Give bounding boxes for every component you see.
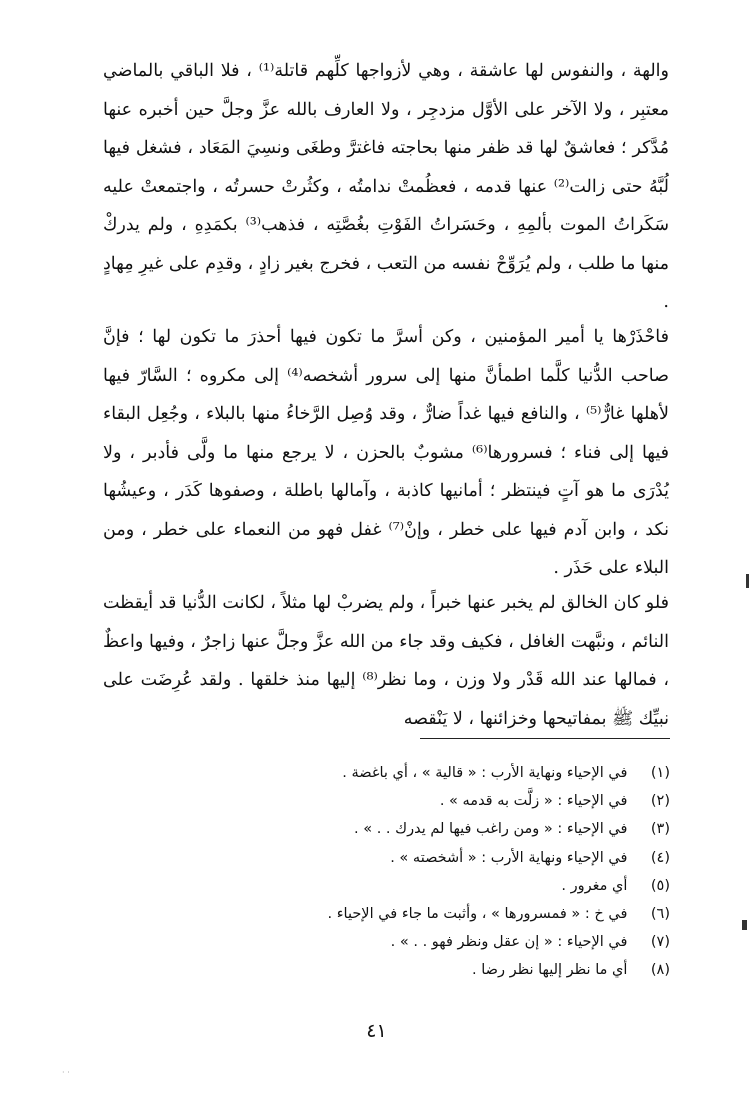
footnote-item [250,900,670,928]
footnote-text: في الإحياء : « زلَّت به قدمه » . [439,793,628,810]
footnote-item [250,956,670,984]
footnote-number: (٢) [650,793,670,810]
body-paragraph: والهة ، والنفوس لها عاشقة ، وهي لأزواجها كلِّهم قاتلة⁽¹⁾ ، فلا الباقي بالماضي معتبِر ، ولا الآخر على الأوَّل مزدجِر ، ولا العارف بالله عزَّ وجلَّ حين أخبره عنها مُدَّكر ؛ فعاشقٌ لها قد ظفر منها بحاجته فاغترَّ وطغَى ونسِيَ المَعَاد ، فشغل فيها لُبَّهُ حتى زالت⁽²⁾ عنها قدمه ، فعظُمتْ ندامتُه ، وكثُرتْ حسرتُه ، واجتمعتْ عليه سَكَراتُ الموت بألمِهِ ، وحَسَراتُ الفَوْتِ بغُصَّتِه ، فذهب⁽³⁾ بكمَدِهِ ، ولم يدركْ منها ما طلب ، ولم يُرَوِّحْ نفسه من التعب ، فخرج بغير زادٍ ، وقدِم على غيرِ مِهادٍ . [103,61,669,312]
body-paragraph: فاحْذَرْها يا أمير المؤمنين ، وكن أسرَّ ما تكون فيها أحذرَ ما تكون لها ؛ فإنَّ صاحب الدُّنيا كلَّما اطمأنَّ منها إلى سرور أشخصه⁽⁴⁾ إلى مكروه ؛ السَّارّ فيها لأهلها غارٌّ⁽⁵⁾ ، والنافع فيها غداً ضارٌّ ، وقد وُصِل الرَّخاءُ منها بالبلاء ، وجُعِل البقاء فيها إلى فناء ؛ فسرورها⁽⁶⁾ مشوبٌ بالحزن ، لا يرجع منها ما ولَّى فأدبر ، ولا يُدْرَى ما هو آتٍ فينتظر ؛ أمانيها كاذبة ، وآمالها باطلة ، وصفوها كَدَر ، وعيشُها نكد ، وابن آدم فيها على خطر ، وإنْ⁽⁷⁾ غفل فهو من النعماء على خطر ، ومن البلاء على حَذَر . [103,327,669,578]
footnote-item [250,872,670,900]
footnote-item [250,815,670,843]
footnote-text: في الإحياء : « ومن راغب فيها لم يدرك . . » . [354,821,628,838]
footnote-item [250,759,670,787]
footnote-number: (١) [650,765,670,781]
footnote-number: (٨) [650,962,670,979]
footnote-number: (٥) [650,877,670,894]
page-number: ٤١ [366,1020,387,1042]
scan-edge-mark [746,574,749,588]
scan-edge-mark [742,920,747,930]
footnote-item [250,844,670,872]
scan-speck: · · [62,1068,70,1077]
footnote-text: أي مغرور . [561,877,628,894]
footnote-number: (٦) [650,905,670,922]
footnote-text: في الإحياء ونهاية الأرب : « قالية » ، أي باغضة . [342,765,628,781]
footnote-text: في خ : « فمسرورها » ، وأثبت ما جاء في الإحياء . [327,905,628,922]
footnote-text: في الإحياء : « إن عقل ونظر فهو . . » . [390,934,628,951]
footnote-item [250,928,670,956]
footnote-item [250,787,670,815]
footnote-number: (٧) [650,934,670,951]
footnote-text: أي ما نظر إليها نظر رضا . [472,962,628,979]
footnote-separator [420,738,670,739]
footnote-text: في الإحياء ونهاية الأرب : « أشخصته » . [390,849,628,866]
body-paragraph: فلو كان الخالق لم يخبر عنها خبراً ، ولم يضربْ لها مثلاً ، لكانت الدُّنيا قد أيقظت النائم ، ونبَّهت الغافل ، فكيف وقد جاء من الله عزَّ وجلَّ عنها زاجرٌ ، وفيها واعظٌ ، فمالها عند الله قَدْر ولا وزن ، وما نظر⁽⁸⁾ إليها منذ خلقها . ولقد عُرِضَت على نبيِّك ﷺ بمفاتيحها وخزائنها ، لا يَنْقصه [103,593,669,729]
footnote-number: (٤) [650,849,670,866]
footnotes-list [250,759,670,985]
footnote-number: (٣) [650,821,670,838]
